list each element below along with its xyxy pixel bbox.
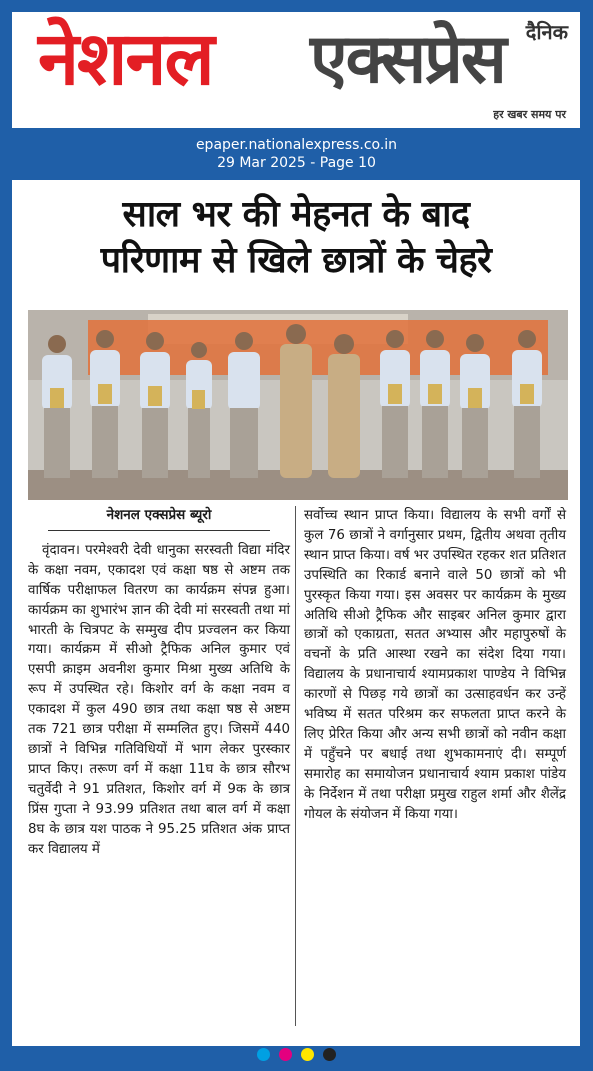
article-byline: नेशनल एक्सप्रेस ब्यूरो [48,506,270,531]
masthead [12,12,580,128]
yellow-mark-icon [301,1048,314,1061]
epaper-date-page: 29 Mar 2025 - Page 10 [217,155,376,171]
headline-line-2: परिणाम से खिले छात्रों के चेहरे [100,240,492,281]
epaper-url[interactable]: epaper.nationalexpress.co.in [195,137,398,153]
group-photo-illustration [28,310,568,500]
black-mark-icon [323,1048,336,1061]
article-column-left [28,506,290,859]
article-paragraph-right: सर्वोच्च स्थान प्राप्त किया। विद्यालय के सभी वर्गों से कुल 76 छात्रों ने वर्गानुसार प्रथम, द्वितीय अथवा तृतीय स्थान प्राप्त किया। वर्ष भर उपस्थित रहकर शत प्रतिशत उपस्थिति का रिकार्ड बनाने वाले 50 छात्रों को भी पुरस्कृत किया गया। इस अवसर पर कार्यक्रम के मुख्य अतिथि सीओ ट्रैफिक और साइबर अनिल कुमार द्वारा छात्रों को एकाग्रता, सतत अभ्यास और महापुरुषों के वचनों के प्रति आस्था रखने का संदेश दिया गया। विद्यालय के प्रधानाचार्य श्यामप्रकाश पाण्डेय ने विभिन्न कारणों से पिछड़ गये छात्रों का उत्साहवर्धन कर उन्हें भविष्य में सतत परिश्रम कर सफलता प्राप्त करने के लिए प्रेरित किया और अन्य सभी छात्रों को नवीन कक्षा में पहुँचने पर बधाई तथा शुभकामनाएं दी। सम्पूर्ण समारोह का समायोजन प्रधानाचार्य श्याम प्रकाश पांडेय के निर्देशन में तथा परीक्षा प्रमुख राहुल शर्मा और शैलेंद्र गोयल के संयोजन में किया गया। [304,508,566,822]
masthead-daily-label: दैनिक [525,20,568,44]
article-column-right [304,506,566,825]
cyan-mark-icon [257,1048,270,1061]
masthead-name-left: नेशनल [38,16,213,102]
headline-line-1: साल भर की मेहनत के बाद [122,194,470,235]
epaper-info [0,136,593,172]
article-headline [26,192,566,284]
article-paragraph-left: वृंदावन। परमेश्वरी देवी धानुका सरस्वती विद्या मंदिर के कक्षा नवम, एकादश एवं कक्षा षष्ठ से अष्टम तक वार्षिक परीक्षाफल वितरण का कार्यक्रम संपन्न हुआ। कार्यक्रम का शुभारंभ ज्ञान की देवी मां सरस्वती तथा मां भारती के चित्रपट के सम्मुख दीप प्रज्वलन कर किया गया। कार्यक्रम में सीओ ट्रैफिक अनिल कुमार एवं एसपी क्राइम अवनीश कुमार मिश्रा मुख्य अतिथि के रूप में उपस्थित रहे। किशोर वर्ग के कक्षा नवम व एकादश में कुल 490 छात्र तथा कक्षा षष्ठ से अष्टम तक 721 छात्र परीक्षा में सम्मलित हुए। जिसमें 440 छात्रों ने विभिन्न गतिविधियों में भाग लेकर पुरस्कार प्राप्त किए। तरूण वर्ग में कक्षा 11घ के छात्र सौरभ चतुर्वेदी ने 91 प्रतिशत, किशोर वर्ग में 9क के छात्र प्रिंस गुप्ता ने 93.99 प्रतिशत तथा बाल वर्ग में कक्षा 8घ के छात्र यश पाठक ने 95.25 प्रतिशत अंक प्राप्त कर विद्यालय में [28,542,290,857]
registration-marks [0,1046,593,1060]
newspaper-page [12,180,580,1046]
masthead-name-right: एक्सप्रेस [310,20,505,99]
masthead-tagline: हर खबर समय पर [493,108,566,121]
article-photo [28,310,568,500]
column-divider [295,506,296,1026]
magenta-mark-icon [279,1048,292,1061]
